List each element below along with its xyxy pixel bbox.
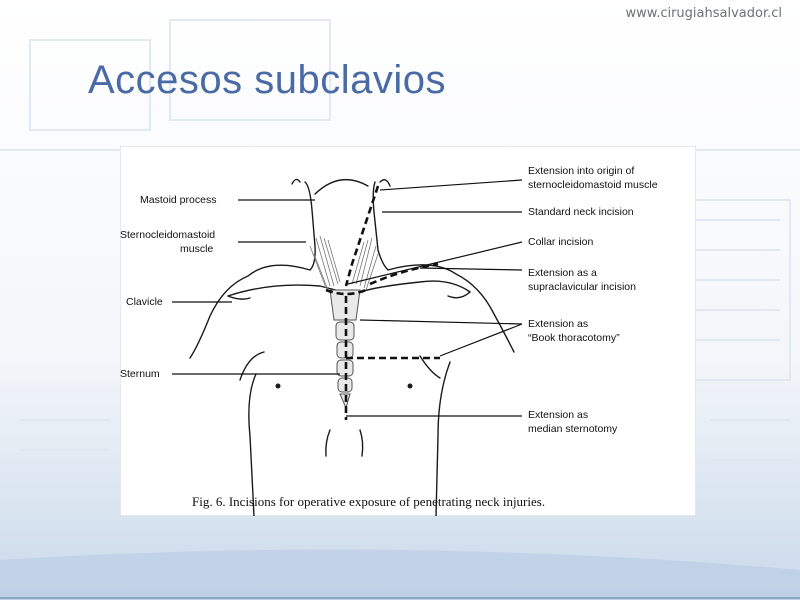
- website-url: www.cirugiahsalvador.cl: [625, 6, 782, 21]
- slide-title: Accesos subclavios: [88, 58, 447, 102]
- label-scm-line2: muscle: [180, 243, 214, 255]
- label-supraclav-line1: Extension as a: [528, 267, 597, 279]
- figure-caption: Fig. 6. Incisions for operative exposure of penetrating neck injuries.: [192, 494, 546, 509]
- label-sternotomy-line2: median sternotomy: [528, 423, 618, 435]
- label-scm-line1: Sternocleidomastoid: [120, 229, 216, 241]
- label-book-line1: Extension as: [528, 318, 589, 330]
- label-clavicle: Clavicle: [126, 296, 163, 308]
- label-mastoid-process: Mastoid process: [140, 194, 217, 206]
- neck-incision-diagram: [120, 146, 696, 516]
- label-book-line2: “Book thoracotomy”: [528, 332, 620, 344]
- label-sternotomy-line1: Extension as: [528, 409, 589, 421]
- label-supraclav-line2: supraclavicular incision: [528, 281, 636, 293]
- label-sternum: Sternum: [120, 368, 160, 380]
- label-collar-incision: Collar incision: [528, 236, 594, 248]
- label-ext-origin-line2: sternocleidomastoid muscle: [528, 179, 658, 191]
- label-ext-origin-line1: Extension into origin of: [528, 165, 635, 177]
- label-standard-neck-incision: Standard neck incision: [528, 206, 634, 218]
